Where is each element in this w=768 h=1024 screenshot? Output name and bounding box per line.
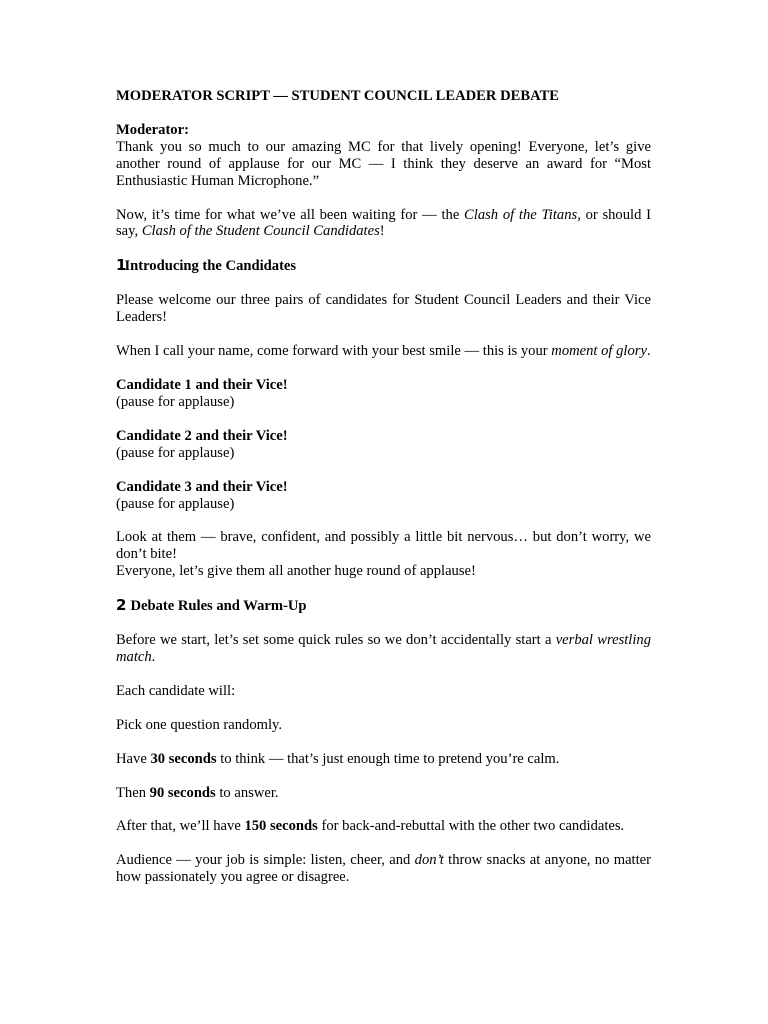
candidate-entry	[116, 428, 651, 462]
section-heading-introducing	[116, 257, 651, 275]
clash-paragraph: Now, it’s time for what we’ve all been waiting for — the Clash of the Titans, or should I say, Clash of the Student Council Candidates!	[116, 206, 651, 240]
document-page	[116, 88, 651, 903]
think-time-paragraph: Have 30 seconds to think — that’s just enough time to pretend you’re calm.	[116, 750, 560, 767]
answer-time-paragraph: Then 90 seconds to answer.	[116, 784, 279, 801]
stage-direction: (pause for applause)	[116, 444, 235, 461]
document-title: MODERATOR SCRIPT — STUDENT COUNCIL LEADER DEBATE	[116, 88, 560, 104]
answer-seconds: 90 seconds	[149, 784, 216, 801]
think-seconds: 30 seconds	[150, 750, 217, 767]
section-title: Debate Rules and Warm-Up	[130, 598, 307, 615]
stage-direction: (pause for applause)	[116, 393, 235, 410]
candidate-label: Candidate 2 and their Vice!	[116, 427, 288, 444]
clash-titans-emphasis: Clash of the Titans	[464, 206, 578, 223]
section-heading-debate-rules	[116, 597, 651, 615]
verbal-wrestling-emphasis: verbal wrestling match	[116, 632, 652, 665]
rules-intro-paragraph: Before we start, let’s set some quick rules so we don’t accidentally start a verbal wrestling match.	[116, 632, 652, 665]
candidate-entry	[116, 377, 651, 411]
stage-direction: (pause for applause)	[116, 495, 235, 512]
audience-paragraph: Audience — your job is simple: listen, cheer, and don’t throw snacks at anyone, no matter how passionately you agree or disagree.	[116, 852, 651, 886]
moment-of-glory-emphasis: moment of glory	[551, 343, 647, 360]
candidate-label: Candidate 1 and their Vice!	[116, 376, 288, 393]
each-candidate-paragraph: Each candidate will:	[116, 682, 236, 699]
rebuttal-paragraph: After that, we’ll have 150 seconds for back-and-rebuttal with the other two candidates.	[116, 818, 625, 835]
section-number: 2	[116, 596, 127, 615]
pick-question-paragraph: Pick one question randomly.	[116, 716, 283, 733]
look-at-them-paragraph: Look at them — brave, confident, and possibly a little bit nervous… but don’t worry, we don’t bite! Everyone, let’s give them all another huge round of applause!	[116, 529, 651, 580]
rebuttal-seconds: 150 seconds	[244, 818, 318, 835]
clash-candidates-emphasis: Clash of the Student Council Candidates	[141, 223, 380, 240]
candidate-label: Candidate 3 and their Vice!	[116, 478, 288, 495]
speaker-label: Moderator:	[116, 121, 189, 138]
call-name-paragraph: When I call your name, come forward with your best smile — this is your moment of glory.	[116, 343, 651, 360]
section-number: 1	[116, 256, 127, 275]
welcome-paragraph: Please welcome our three pairs of candidates for Student Council Leaders and their Vice Leaders!	[116, 292, 651, 326]
dont-emphasis: don’t	[414, 852, 444, 869]
section-title: Introducing the Candidates	[124, 258, 297, 275]
moderator-intro-paragraph	[116, 122, 651, 190]
candidate-entry	[116, 479, 651, 513]
intro-text: Thank you so much to our amazing MC for that lively opening! Everyone, let’s give another round of applause for our MC — I think they deserve an award for “Most Enthusiastic Human Microphone.”	[116, 138, 651, 189]
